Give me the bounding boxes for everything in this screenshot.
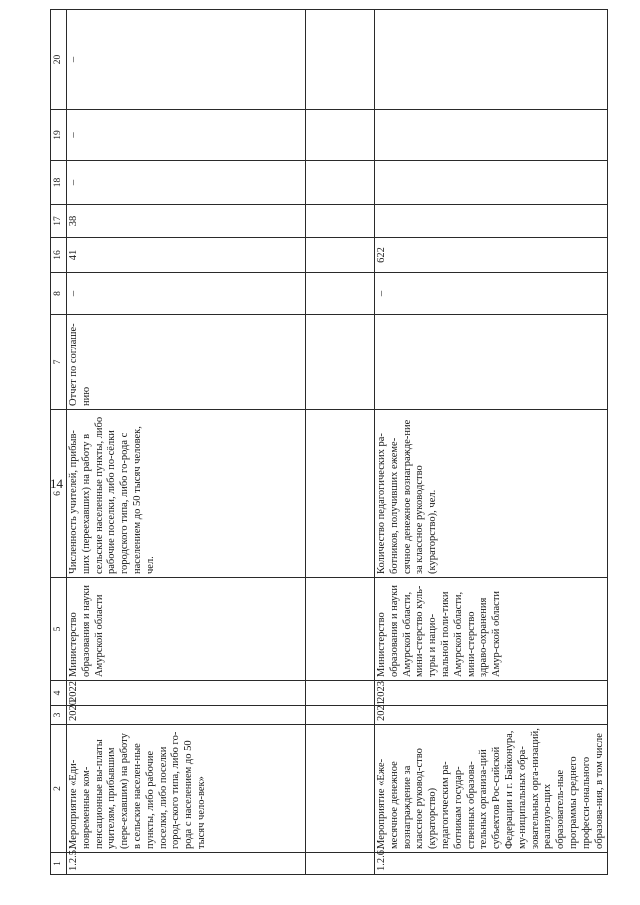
data-source [306, 315, 375, 410]
start-year: 2020 [67, 706, 306, 725]
measure-name: Мероприятие «Еже-месячное денежное вознаграждение за классное руковод-ство (кураторство) педагогическим ра-ботникам государ-ственных образова-тельных организа-ций субъектов Рос-сийской Федерации и г. Байконура, му-ниципальных обра-зовательных орга-низаций, реализую-щих образователь-ные программы среднего професси-онального образова-ния, в том числе [375, 725, 608, 853]
column-header: 20 [51, 10, 67, 110]
cell-col19 [375, 110, 608, 161]
cell-col17: 38 [67, 205, 306, 238]
cell-col8: – [375, 273, 608, 315]
cell-col18: – [67, 161, 306, 205]
data-source [375, 315, 608, 410]
column-header: 18 [51, 161, 67, 205]
cell-col20: – [67, 10, 306, 110]
indicator: Количество педагогических ра-ботников, получивших ежеме-сячное денежное вознагражде-ние за классное руководство (кураторство), чел. [375, 410, 608, 578]
measures-table [50, 9, 608, 875]
cell-col17 [306, 205, 375, 238]
column-header: 1 [51, 853, 67, 875]
row-number: 1.2.5. [67, 853, 306, 875]
indicator: Численность учителей, прибыв-ших (переехавших) на работу в сельские населенные пункты, либо рабочие поселки, либо по-сёлки городского типа, либо го-рода с населением до 50 тысяч человек, чел. [67, 410, 306, 578]
cell-col16: 622 [375, 238, 608, 273]
cell-col19 [306, 110, 375, 161]
executor [306, 578, 375, 681]
cell-col20 [306, 10, 375, 110]
cell-col18 [375, 161, 608, 205]
start-year [306, 706, 375, 725]
cell-col16 [306, 238, 375, 273]
cell-col8 [306, 273, 375, 315]
column-header: 6 [51, 410, 67, 578]
column-header: 3 [51, 706, 67, 725]
table-row [67, 10, 306, 875]
column-header: 7 [51, 315, 67, 410]
column-header: 17 [51, 205, 67, 238]
measure-name: Мероприятие «Еди-новременные ком-пенсационные вы-платы учителям, прибывшим (пере-ехавшим) на работу в сельские населен-ные пункты, либо рабочие поселки, либо поселки город-ского типа, либо го-рода с населением до 50 тысяч чело-век» [67, 725, 306, 853]
column-header: 5 [51, 578, 67, 681]
data-source: Отчет по соглаше-нию [67, 315, 306, 410]
cell-col8: – [67, 273, 306, 315]
table-row [306, 10, 375, 875]
end-year: 2022 [67, 681, 306, 706]
column-header: 16 [51, 238, 67, 273]
cell-col20 [375, 10, 608, 110]
cell-col19: – [67, 110, 306, 161]
start-year: 2021 [375, 706, 608, 725]
column-header: 8 [51, 273, 67, 315]
page-number: 14 [50, 476, 63, 491]
end-year [306, 681, 375, 706]
executor: Министерство образования и науки Амурской области, мини-стерство куль-туры и нацио-нальной поли-тики Амурской области, мини-стерство здраво-охранения Амур-ской области [375, 578, 608, 681]
column-header: 19 [51, 110, 67, 161]
rotated-table-area [50, 30, 605, 875]
cell-col16: 41 [67, 238, 306, 273]
executor: Министерство образования и науки Амурской области [67, 578, 306, 681]
cell-col18 [306, 161, 375, 205]
table-row [375, 10, 608, 875]
column-header: 2 [51, 725, 67, 853]
row-number: 1.2.6. [375, 853, 608, 875]
row-number [306, 853, 375, 875]
indicator [306, 410, 375, 578]
end-year: 2023 [375, 681, 608, 706]
header-row [51, 10, 67, 875]
column-header: 4 [51, 681, 67, 706]
cell-col17 [375, 205, 608, 238]
measure-name [306, 725, 375, 853]
